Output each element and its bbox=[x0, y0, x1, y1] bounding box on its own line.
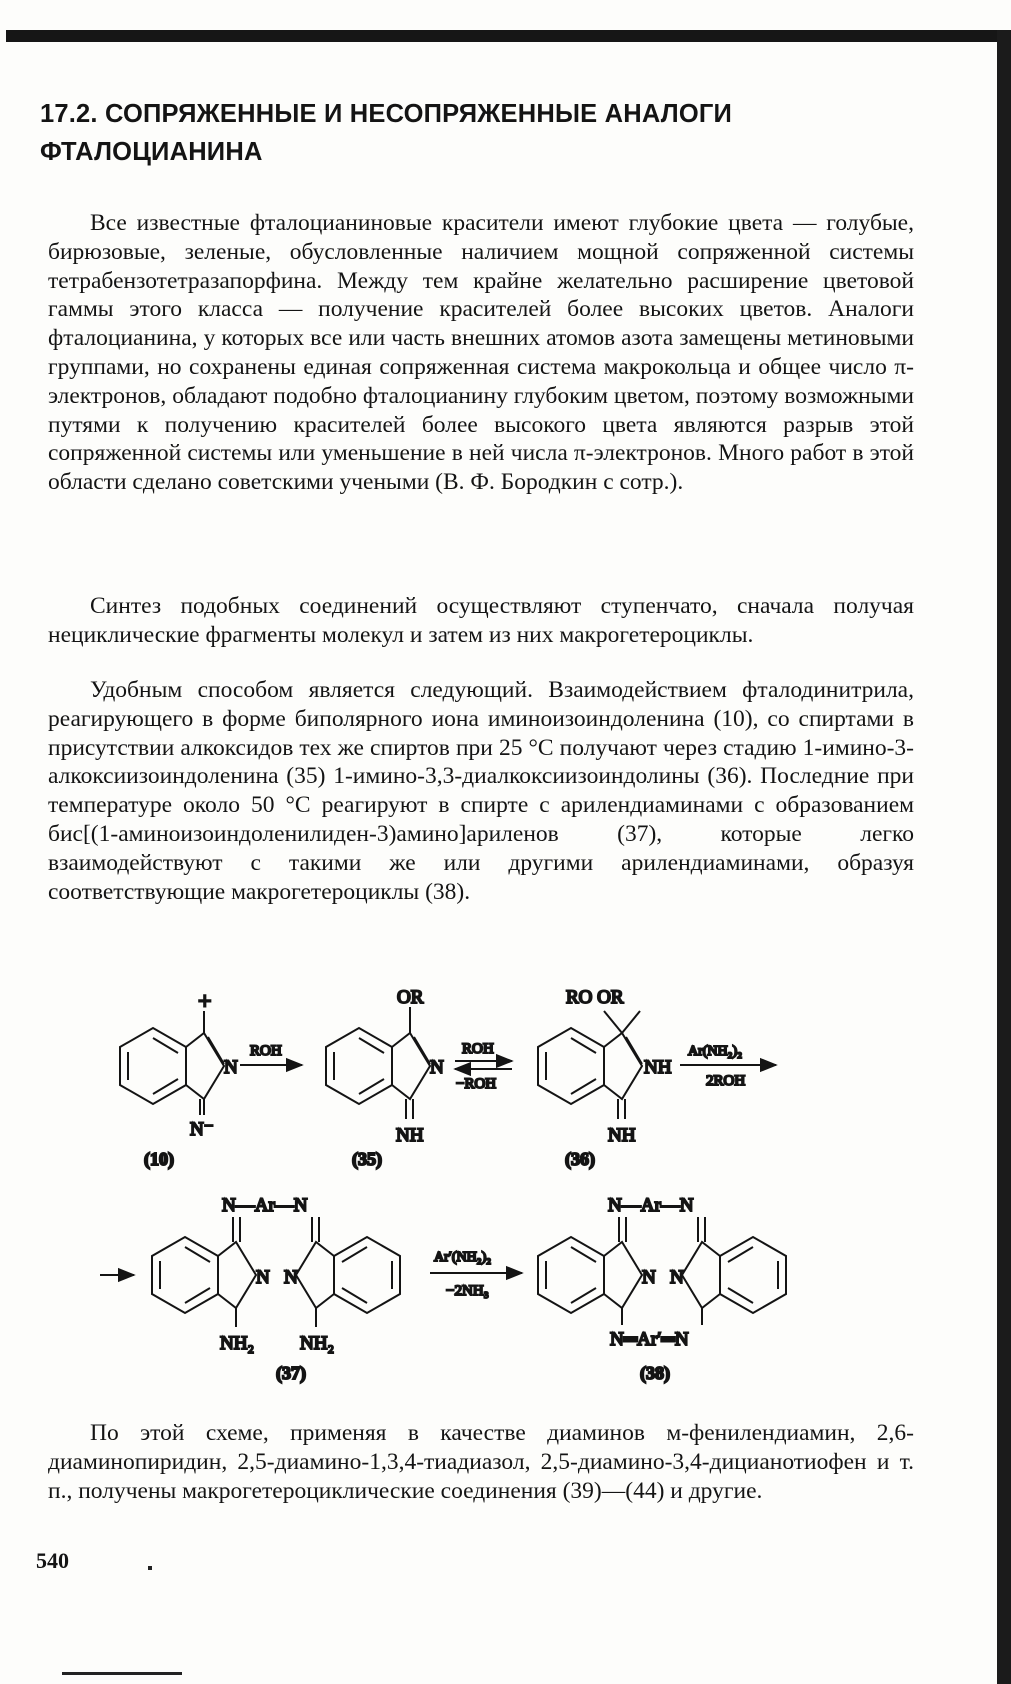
label-10: (10) bbox=[144, 1149, 174, 1169]
atom-nh2-37-left: NH₂ bbox=[220, 1333, 255, 1354]
plus-charge: + bbox=[198, 989, 212, 1015]
reagent-minus-roh: −ROH bbox=[456, 1076, 497, 1092]
heading-line-2: ФТАЛОЦИАНИНА bbox=[40, 138, 263, 166]
atom-nh2-37-right: NH₂ bbox=[300, 1333, 335, 1354]
bottom-rule bbox=[62, 1672, 182, 1675]
reagent-roh-2: ROH bbox=[462, 1041, 494, 1057]
bridge-n-ar-n-38: N—Ar—N bbox=[608, 1195, 694, 1216]
atom-n-37-left: N bbox=[256, 1267, 270, 1288]
label-38: (38) bbox=[640, 1363, 670, 1383]
heading-line-1: 17.2. СОПРЯЖЕННЫЕ И НЕСОПРЯЖЕННЫЕ АНАЛОГИ bbox=[40, 100, 733, 128]
print-speck bbox=[148, 1566, 152, 1570]
atom-n-10: N bbox=[224, 1057, 238, 1078]
bridge-n-ar-n-37: N—Ar—N bbox=[222, 1195, 308, 1216]
paragraph-method: Удобным способом является следующий. Взаимодействием фталодинитрила, реагирующего в форме биполярного иона иминоизоиндоленина (10), со спиртами в присутствии алкоксидов тех же спиртов при 25 °С получают через стадию 1-имино-3-алкоксиизоиндоленина (35) 1-имино-3,3-диалкоксиизоиндолины (36). Последние при температуре около 50 °С реагируют в спирте с арилендиаминами с образованием бис[(1-аминоизоиндоленилиден-3)амино]ариленов (37), которые легко взаимодействуют с такими же или другими арилендиаминами, образуя соответствующие макрогетероциклы (38). bbox=[48, 677, 914, 905]
molecule-35 bbox=[326, 1007, 430, 1119]
molecule-10 bbox=[120, 1011, 224, 1115]
atom-nh-36: NH bbox=[608, 1125, 636, 1146]
label-37: (37) bbox=[276, 1363, 306, 1383]
atom-n-35: N bbox=[430, 1057, 444, 1078]
paragraph-conclusion: По этой схеме, применяя в качестве диаминов м-фенилендиамин, 2,6-диаминопиридин, 2,5-диамино-1,3,4-тиадиазол, 2,5-диамино-3,4-дицианотиофен и т. п., получены макрогетероциклические соединения (39)—(44) и другие. bbox=[48, 1420, 914, 1504]
page-number: 540 bbox=[36, 1548, 69, 1573]
atom-n-minus-10: N⁻ bbox=[190, 1119, 214, 1140]
reagent-roh-1: ROH bbox=[250, 1043, 282, 1059]
paragraph-synthesis: Синтез подобных соединений осуществляют ступенчато, сначала получая нециклические фрагменты молекул и затем из них макрогетероциклы. bbox=[48, 593, 914, 648]
reagent-minus-2nh3: −2NH₃ bbox=[446, 1283, 489, 1299]
molecule-37 bbox=[152, 1217, 400, 1327]
atom-n-38-left: N bbox=[642, 1267, 656, 1288]
atom-ro-or-36: RO OR bbox=[566, 987, 624, 1008]
reagent-2roh: 2ROH bbox=[706, 1073, 746, 1089]
reagent-ar-prime-nh2: Ar′(NH₂)₂ bbox=[434, 1250, 492, 1265]
label-36: (36) bbox=[565, 1149, 595, 1169]
atom-n-38-right: N bbox=[670, 1267, 684, 1288]
atom-n-37-right: N bbox=[284, 1267, 298, 1288]
reagent-ar-nh2: Ar(NH₂)₂ bbox=[688, 1044, 743, 1059]
section-heading bbox=[40, 95, 940, 171]
molecule-38 bbox=[538, 1217, 786, 1325]
paragraph-intro: Все известные фталоцианиновые красители имеют глубокие цвета — голубые, бирюзовые, зеленые, обусловленные наличием мощной сопряженной системы тетрабензотетразапорфина. Между тем крайне желательно расширение цветовой гаммы этого класса — получение красителей более высоких цветов. Аналоги фталоцианина, у которых все или часть внешних атомов азота замещены метиновыми группами, но сохранены единая сопряженная система макрокольца и общее число π-электронов, обладают подобно фталоцианину глубоким цветом, поэтому возможными путями к получению красителей более высокого цвета являются разрыв этой сопряженной системы или уменьшение в ней числа π-электронов. Много работ в этой области сделано советскими учеными (В. Ф. Бородкин с сотр.). bbox=[48, 210, 914, 496]
molecule-36 bbox=[538, 1011, 642, 1119]
atom-nh-35: NH bbox=[396, 1125, 424, 1146]
atom-nh-ring-36: NH bbox=[644, 1057, 672, 1078]
reaction-scheme bbox=[100, 985, 870, 1395]
bridge-n-ar-prime-n-38: N═Ar′═N bbox=[610, 1329, 689, 1350]
atom-or-35: OR bbox=[397, 987, 424, 1008]
top-border-rule bbox=[6, 30, 1010, 42]
label-35: (35) bbox=[352, 1149, 382, 1169]
right-page-edge bbox=[997, 30, 1011, 1684]
